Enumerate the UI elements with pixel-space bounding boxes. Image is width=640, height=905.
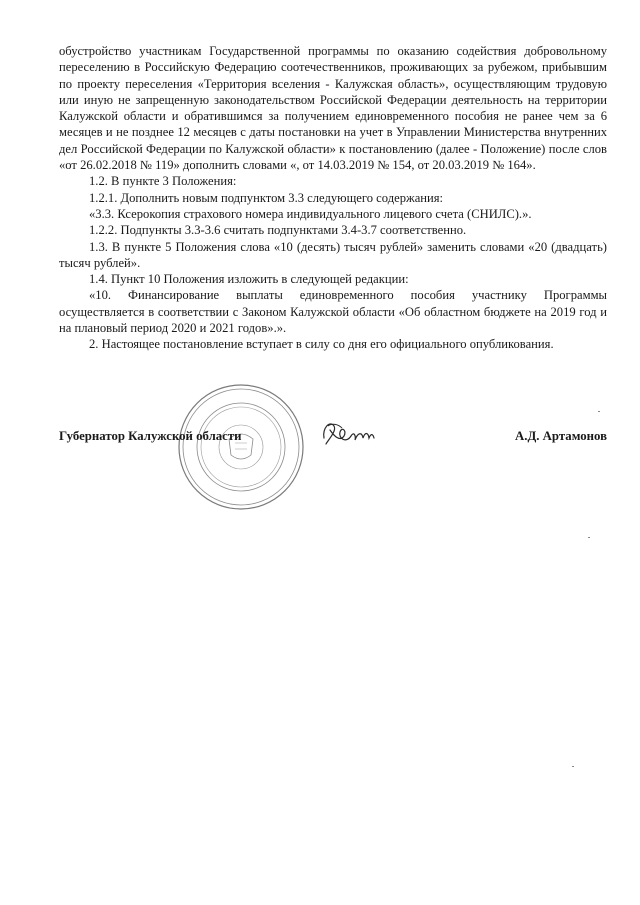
signatory-title: Губернатор Калужской области	[59, 429, 242, 443]
paragraph-continuation: обустройство участникам Государственной программы по оказанию содействия добровольному переселению в Российскую Федерацию соотечественников, проживающих за рубежом, прибывшим по проекту переселения «Территория вселения - Калужская область», осуществляющим трудовую или иную не запрещенную законодательством Российской Федерации деятельность на территории Калужской области и обратившимся за получением единовременного пособия не ранее чем за 6 месяцев и не позднее 12 месяцев с даты постановки на учет в Управлении Министерства внутренних дел Российской Федерации по Калужской области» к постановлению (далее - Положение) после слов «от 26.02.2018 № 119» дополнить словами «, от 14.03.2019 № 154, от 20.03.2019 № 164».	[59, 44, 607, 173]
scan-speck	[598, 411, 600, 412]
paragraph-1-4: 1.4. Пункт 10 Положения изложить в следующей редакции:	[89, 272, 409, 287]
paragraph-1-2-1: 1.2.1. Дополнить новым подпунктом 3.3 следующего содержания:	[89, 190, 444, 205]
scan-speck	[588, 537, 590, 538]
signatory-name: А.Д. Артамонов	[515, 429, 607, 443]
paragraph-1-2: 1.2. В пункте 3 Положения:	[89, 174, 237, 189]
paragraph-1-2-2: 1.2.2. Подпункты 3.3-3.6 считать подпунктами 3.4-3.7 соответственно.	[89, 223, 467, 238]
paragraph-10-quote: «10. Финансирование выплаты единовременного пособия участнику Программы осуществляется в соответствии с Законом Калужской области «Об областном бюджете на 2019 год и на плановый период 2020 и 2021 годов».».	[59, 288, 607, 336]
document-body	[59, 43, 607, 353]
scan-speck	[572, 766, 574, 767]
paragraph-1-3: 1.3. В пункте 5 Положения слова «10 (десять) тысяч рублей» заменить словами «20 (двадцать) тысяч рублей».	[59, 239, 607, 270]
paragraph-3-3-quote: «3.3. Ксерокопия страхового номера индивидуального лицевого счета (СНИЛС).».	[89, 206, 532, 221]
signature-block	[59, 429, 607, 449]
paragraph-2: 2. Настоящее постановление вступает в силу со дня его официального опубликования.	[89, 337, 554, 352]
